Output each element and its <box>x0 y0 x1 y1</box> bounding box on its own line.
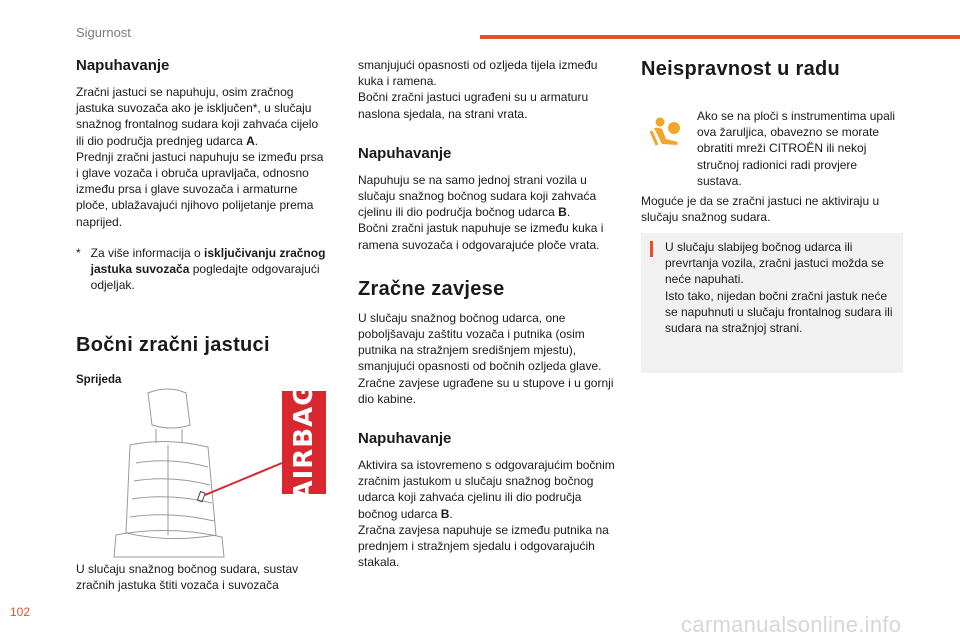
middle-column <box>358 57 620 570</box>
left-bottom-text <box>76 561 326 593</box>
paragraph-side-airbag-location: Bočni zračni jastuci ugrađeni su u armaturu naslona sjedala, na strani vrata. <box>358 90 589 121</box>
heading-bocni-zracni-jastuci: Bočni zračni jastuci <box>76 334 270 357</box>
warning-box <box>641 233 903 373</box>
right-paragraph-block <box>641 193 903 225</box>
airbag-label-box <box>282 383 326 501</box>
airbag-warning-light-icon <box>648 115 684 147</box>
heading-napuhavanje: Napuhavanje <box>76 57 170 74</box>
footnote <box>76 245 326 294</box>
header-rule <box>480 35 960 39</box>
left-column <box>76 57 326 389</box>
subheading-sprijeda: Sprijeda <box>76 374 122 387</box>
paragraph-warning-light: Ako se na ploči s instrumentima upali ova žaruljica, obavezno se morate obratiti mreži CITROËN ili nekoj stručnoj radionici radi provjere sustava. <box>697 109 896 188</box>
paragraph-curtain-inflation-2: Zračna zavjesa napuhuje se između putnika na prednjem i stražnjem sjedalu i odgovarajućih stakala. <box>358 522 609 570</box>
paragraph-front-airbag: Zračni jastuci se napuhuju, osim zračnog jastuka suvozača ako je isključen*, u slučaju snažnog frontalnog sudara koji zahvaća cijelo ili dio područja prednjeg udarca A. <box>76 85 319 148</box>
warning-paragraph-1: U slučaju slabijeg bočnog udarca ili prevrtanja vozila, zračni jastuci možda se neće napuhati. <box>665 240 884 287</box>
page-number: 102 <box>10 605 31 619</box>
right-column <box>641 57 906 81</box>
paragraph-curtains-location: Zračne zavjese ugrađene su u stupove i u gornji dio kabine. <box>358 375 614 406</box>
airbag-label-text: AIRBAG <box>289 383 319 501</box>
section-title: Sigurnost <box>76 25 131 40</box>
heading-zracne-zavjese: Zračne zavjese <box>358 277 505 300</box>
paragraph-may-not-activate: Moguće je da se zračni jastuci ne aktiviraju u slučaju snažnog sudara. <box>641 194 880 225</box>
paragraph-side-inflation: Napuhuju se na samo jednoj strani vozila u slučaju snažnog bočnog sudara koji zahvaća cjelinu ili dio područja bočnog udarca B. <box>358 172 597 220</box>
warning-light-text-block <box>697 108 905 189</box>
warning-paragraph-2: Isto tako, nijedan bočni zračni jastuk neće se napuhnuti u slučaju frontalnog sudara ili sudara na stražnjoj strani. <box>665 288 893 336</box>
footnote-text: Za više informacija o isključivanju zračnog jastuka suvozača pogledajte odgovarajući odjeljak. <box>90 245 326 293</box>
heading-neispravnost: Neispravnost u radu <box>641 58 841 80</box>
warning-mark-icon <box>650 241 653 257</box>
paragraph-curtains: U slučaju snažnog bočnog udarca, one poboljšavaju zaštitu vozača i putnika (osim putnika na stražnjem središnjem mjestu), smanjujući opasnosti od bočnih ozljeda glave. <box>358 310 602 374</box>
paragraph-side-inflation-2: Bočni zračni jastuk napuhuje se između kuka i ramena suvozača i odgovarajuće ploče vrata. <box>358 221 604 252</box>
paragraph-front-airbag-2: Prednji zračni jastuci napuhuju se između prsa i glave vozača i obruča upravljača, odnosno između prsa i glave suvozača i armaturne ploče, ublažavajući njihovo polijetanje prema naprijed. <box>76 149 324 229</box>
paragraph-side-airbag-cont: smanjujući opasnosti od ozljeda tijela između kuka i ramena. <box>358 58 598 89</box>
paragraph-curtain-inflation: Aktivira sa istovremeno s odgovarajućim bočnim zračnim jastukom u slučaju snažnog bočnog udarca koji zahvaća cjelinu ili dio područja bočnog udarca B. <box>358 458 615 521</box>
heading-napuhavanje-curtains: Napuhavanje <box>358 430 452 448</box>
footnote-mark: * <box>76 245 81 260</box>
heading-napuhavanje-side: Napuhavanje <box>358 144 452 162</box>
watermark: carmanualsonline.info <box>681 612 902 637</box>
warning-text <box>665 239 897 336</box>
paragraph-side-airbag-intro: U slučaju snažnog bočnog sudara, sustav zračnih jastuka štiti vozača i suvozača <box>76 562 299 593</box>
